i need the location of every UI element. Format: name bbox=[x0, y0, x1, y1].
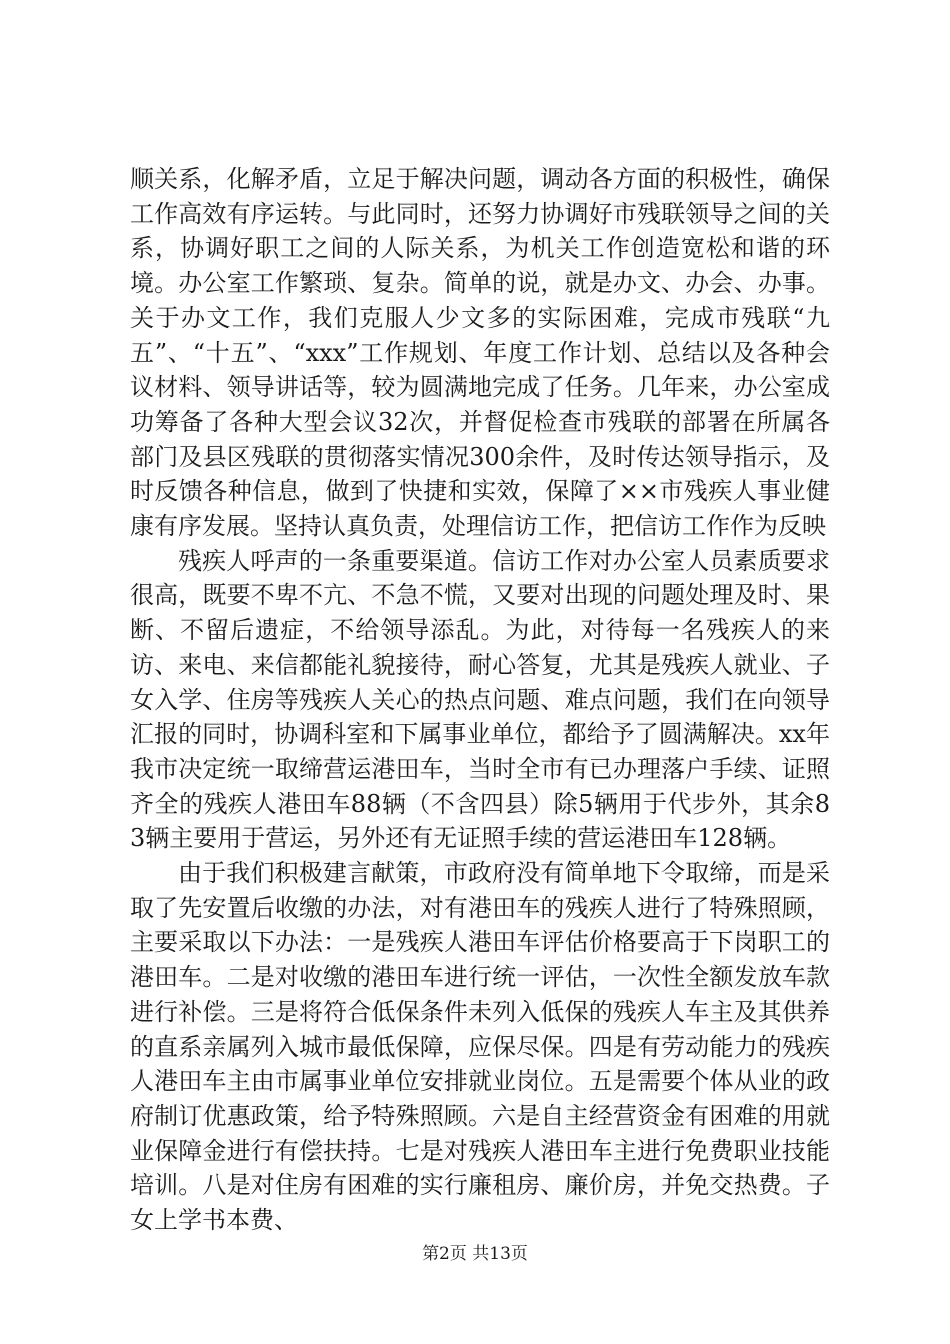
document-body bbox=[130, 162, 830, 1238]
paragraph-1: 顺关系，化解矛盾，立足于解决问题，调动各方面的积极性，确保工作高效有序运转。与此同时，还努力协调好市残联领导之间的关系，协调好职工之间的人际关系，为机关工作创造宽松和谐的环境。办公室工作繁琐、复杂。简单的说，就是办文、办会、办事。关于办文工作，我们克服人少文多的实际困难，完成市残联“九五”、“十五”、“xxx”工作规划、年度工作计划、总结以及各种会议材料、领导讲话等，较为圆满地完成了任务。几年来，办公室成功筹备了各种大型会议32次，并督促检查市残联的部署在所属各部门及县区残联的贯彻落实情况300余件，及时传达领导指示，及时反馈各种信息，做到了快捷和实效，保障了××市残疾人事业健康有序发展。坚持认真负责，处理信访工作，把信访工作作为反映 bbox=[130, 165, 830, 541]
page-number-label: 第2页 共13页 bbox=[422, 1244, 528, 1264]
paragraph-2: 残疾人呼声的一条重要渠道。信访工作对办公室人员素质要求很高，既要不卑不亢、不急不慌，又要对出现的问题处理及时、果断、不留后遗症，不给领导添乱。为此，对待每一名残疾人的来访、来电、来信都能礼貌接待，耐心答复，尤其是残疾人就业、子女入学、住房等残疾人关心的热点问题、难点问题，我们在向领导汇报的同时，协调科室和下属事业单位，都给予了圆满解决。xx年我市决定统一取缔营运港田车，当时全市有已办理落户手续、证照齐全的残疾人港田车88辆（不含四县）除5辆用于代步外，其余83辆主要用于营运，另外还有无证照手续的营运港田车128辆。 bbox=[130, 546, 830, 853]
paragraph-3: 由于我们积极建言献策，市政府没有简单地下令取缔，而是采取了先安置后收缴的办法，对有港田车的残疾人进行了特殊照顾，主要采取以下办法：一是残疾人港田车评估价格要高于下岗职工的港田车。二是对收缴的港田车进行统一评估，一次性全额发放车款进行补偿。三是将符合低保条件未列入低保的残疾人车主及其供养的直系亲属列入城市最低保障，应保尽保。四是有劳动能力的残疾人港田车主由市属事业单位安排就业岗位。五是需要个体从业的政府制订优惠政策，给予特殊照顾。六是自主经营资金有困难的用就业保障金进行有偿扶持。七是对残疾人港田车主进行免费职业技能培训。八是对住房有困难的实行廉租房、廉价房，并免交热费。子女上学书本费、 bbox=[130, 859, 830, 1235]
page-footer bbox=[0, 1239, 950, 1264]
